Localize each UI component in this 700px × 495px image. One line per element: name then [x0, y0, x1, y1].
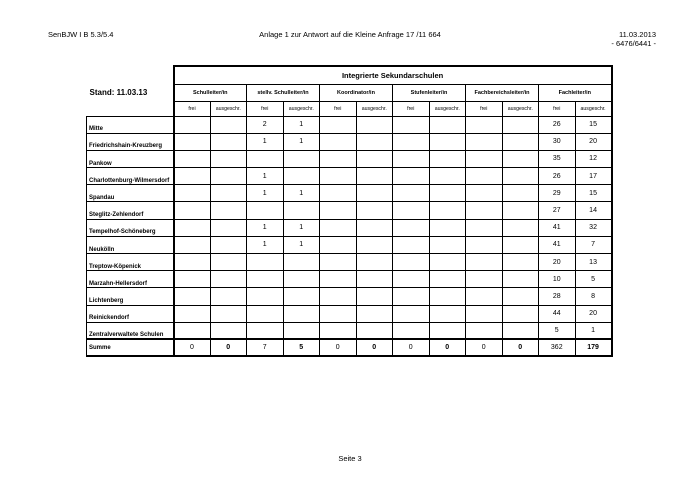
value-cell: 1 [283, 236, 320, 253]
district-label: Steglitz-Zehlendorf [87, 202, 174, 219]
value-cell [210, 305, 247, 322]
value-cell [466, 168, 503, 185]
value-cell [283, 305, 320, 322]
value-cell [356, 133, 393, 150]
value-cell [429, 305, 466, 322]
value-cell [466, 322, 503, 339]
value-cell [320, 150, 357, 167]
value-cell [429, 116, 466, 133]
table-row [87, 305, 612, 322]
value-cell [320, 133, 357, 150]
value-cell [174, 116, 211, 133]
value-cell [429, 219, 466, 236]
value-cell: 1 [283, 219, 320, 236]
group-header-fachbereichsleiter: Fachbereichsleiter/in [466, 84, 539, 101]
value-cell [393, 202, 430, 219]
value-cell [356, 116, 393, 133]
subheader-frei: frei [466, 101, 503, 116]
value-cell: 26 [539, 116, 576, 133]
value-cell: 1 [283, 185, 320, 202]
value-cell [356, 168, 393, 185]
district-label: Marzahn-Hellersdorf [87, 271, 174, 288]
value-cell: 29 [539, 185, 576, 202]
value-cell [356, 150, 393, 167]
value-cell [283, 202, 320, 219]
value-cell [502, 168, 539, 185]
value-cell [174, 236, 211, 253]
value-cell: 41 [539, 219, 576, 236]
value-cell [174, 322, 211, 339]
table-row [87, 185, 612, 202]
value-cell: 0 [356, 339, 393, 356]
value-cell [174, 271, 211, 288]
value-cell [429, 168, 466, 185]
value-cell [247, 254, 284, 271]
value-cell [210, 150, 247, 167]
value-cell [356, 236, 393, 253]
value-cell [283, 168, 320, 185]
value-cell [210, 271, 247, 288]
document-date: 11.03.2013 [619, 30, 656, 39]
group-header-fachleiter: Fachleiter/in [539, 84, 612, 101]
value-cell [466, 288, 503, 305]
value-cell [502, 133, 539, 150]
value-cell [466, 236, 503, 253]
value-cell: 41 [539, 236, 576, 253]
value-cell [320, 219, 357, 236]
value-cell: 1 [283, 116, 320, 133]
table-row [87, 254, 612, 271]
value-cell: 5 [539, 322, 576, 339]
value-cell [356, 254, 393, 271]
subheader-frei: frei [393, 101, 430, 116]
value-cell: 26 [539, 168, 576, 185]
subheader-ausgeschr: ausgeschr. [502, 101, 539, 116]
table-row [87, 322, 612, 339]
value-cell [393, 133, 430, 150]
value-cell [393, 305, 430, 322]
table-row [87, 219, 612, 236]
value-cell [210, 236, 247, 253]
district-label: Spandau [87, 185, 174, 202]
value-cell [429, 185, 466, 202]
value-cell: 28 [539, 288, 576, 305]
value-cell [393, 322, 430, 339]
sum-row [87, 339, 612, 356]
value-cell [210, 202, 247, 219]
value-cell [393, 236, 430, 253]
value-cell [247, 305, 284, 322]
value-cell [320, 116, 357, 133]
value-cell [466, 305, 503, 322]
value-cell [429, 150, 466, 167]
value-cell [393, 271, 430, 288]
value-cell [393, 185, 430, 202]
value-cell [502, 116, 539, 133]
district-label: Pankow [87, 150, 174, 167]
value-cell: 0 [466, 339, 503, 356]
value-cell: 10 [539, 271, 576, 288]
value-cell [356, 185, 393, 202]
value-cell: 1 [247, 236, 284, 253]
value-cell [502, 254, 539, 271]
value-cell [247, 322, 284, 339]
value-cell [174, 185, 211, 202]
value-cell: 12 [575, 150, 612, 167]
district-label: Charlottenburg-Wilmersdorf [87, 168, 174, 185]
value-cell [393, 150, 430, 167]
value-cell: 20 [575, 305, 612, 322]
department-code: SenBJW I B 5.3/5.4 [48, 30, 114, 39]
value-cell: 8 [575, 288, 612, 305]
value-cell [210, 288, 247, 305]
value-cell: 1 [575, 322, 612, 339]
value-cell [320, 236, 357, 253]
value-cell: 1 [247, 219, 284, 236]
value-cell [393, 219, 430, 236]
header-right-block [611, 30, 656, 48]
value-cell [356, 202, 393, 219]
group-header-koordinator: Koordinator/in [320, 84, 393, 101]
table-row [87, 236, 612, 253]
group-header-schulleiter: Schulleiter/in [174, 84, 247, 101]
table-row [87, 202, 612, 219]
subheader-ausgeschr: ausgeschr. [283, 101, 320, 116]
value-cell: 14 [575, 202, 612, 219]
value-cell [174, 219, 211, 236]
value-cell: 0 [502, 339, 539, 356]
value-cell: 0 [393, 339, 430, 356]
value-cell [502, 271, 539, 288]
district-label: Mitte [87, 116, 174, 133]
value-cell: 7 [575, 236, 612, 253]
value-cell: 362 [539, 339, 576, 356]
value-cell [174, 133, 211, 150]
value-cell [174, 150, 211, 167]
district-label: Lichtenberg [87, 288, 174, 305]
value-cell [283, 150, 320, 167]
value-cell [429, 288, 466, 305]
value-cell: 13 [575, 254, 612, 271]
value-cell [502, 288, 539, 305]
value-cell [502, 150, 539, 167]
value-cell [502, 202, 539, 219]
district-label: Friedrichshain-Kreuzberg [87, 133, 174, 150]
value-cell: 0 [320, 339, 357, 356]
value-cell [247, 202, 284, 219]
value-cell: 44 [539, 305, 576, 322]
value-cell: 1 [283, 133, 320, 150]
blank-corner [87, 66, 174, 84]
value-cell: 0 [429, 339, 466, 356]
subheader-frei: frei [320, 101, 357, 116]
value-cell [320, 185, 357, 202]
document-heading: Anlage 1 zur Antwort auf die Kleine Anfrage 17 /11 664 [259, 30, 441, 39]
value-cell [466, 254, 503, 271]
subheader-frei: frei [247, 101, 284, 116]
value-cell [356, 305, 393, 322]
table-row [87, 150, 612, 167]
value-cell [429, 236, 466, 253]
value-cell [356, 219, 393, 236]
value-cell [210, 254, 247, 271]
value-cell [502, 236, 539, 253]
value-cell: 15 [575, 116, 612, 133]
district-label: Tempelhof-Schöneberg [87, 219, 174, 236]
value-cell: 20 [539, 254, 576, 271]
value-cell [247, 150, 284, 167]
value-cell: 27 [539, 202, 576, 219]
value-cell [466, 116, 503, 133]
district-label: Treptow-Köpenick [87, 254, 174, 271]
blank-subheader-cell [87, 101, 174, 116]
value-cell [429, 271, 466, 288]
value-cell: 1 [247, 133, 284, 150]
subheader-ausgeschr: ausgeschr. [429, 101, 466, 116]
vacancy-table [86, 65, 613, 357]
value-cell [429, 322, 466, 339]
value-cell [429, 202, 466, 219]
value-cell: 1 [247, 185, 284, 202]
subheader-ausgeschr: ausgeschr. [575, 101, 612, 116]
value-cell: 32 [575, 219, 612, 236]
value-cell [210, 168, 247, 185]
value-cell [429, 133, 466, 150]
table-row [87, 271, 612, 288]
value-cell [466, 219, 503, 236]
value-cell [247, 271, 284, 288]
value-cell [393, 168, 430, 185]
value-cell [174, 305, 211, 322]
value-cell [502, 185, 539, 202]
value-cell: 5 [283, 339, 320, 356]
table-row [87, 288, 612, 305]
value-cell [210, 322, 247, 339]
value-cell [210, 185, 247, 202]
value-cell: 15 [575, 185, 612, 202]
value-cell: 7 [247, 339, 284, 356]
value-cell [502, 322, 539, 339]
group-header-stufenleiter: Stufenleiter/in [393, 84, 466, 101]
value-cell [393, 116, 430, 133]
value-cell [466, 150, 503, 167]
value-cell [466, 202, 503, 219]
value-cell [393, 288, 430, 305]
table-title: Integrierte Sekundarschulen [174, 66, 612, 84]
value-cell [283, 288, 320, 305]
value-cell [466, 185, 503, 202]
value-cell [466, 133, 503, 150]
table-row [87, 133, 612, 150]
value-cell [174, 254, 211, 271]
value-cell: 20 [575, 133, 612, 150]
value-cell [320, 305, 357, 322]
value-cell [320, 288, 357, 305]
value-cell [283, 271, 320, 288]
value-cell [210, 116, 247, 133]
value-cell [356, 288, 393, 305]
value-cell [247, 288, 284, 305]
value-cell [283, 254, 320, 271]
value-cell [429, 254, 466, 271]
value-cell: 17 [575, 168, 612, 185]
value-cell [356, 322, 393, 339]
reference-number: - 6476/6441 - [611, 39, 656, 48]
value-cell [174, 202, 211, 219]
subheader-frei: frei [174, 101, 211, 116]
group-header-stellv-schulleiter: stellv. Schulleiter/in [247, 84, 320, 101]
value-cell [320, 168, 357, 185]
value-cell [320, 322, 357, 339]
value-cell [210, 133, 247, 150]
subheader-ausgeschr: ausgeschr. [356, 101, 393, 116]
value-cell: 1 [247, 168, 284, 185]
value-cell [174, 168, 211, 185]
value-cell: 5 [575, 271, 612, 288]
value-cell [502, 219, 539, 236]
value-cell: 30 [539, 133, 576, 150]
value-cell: 179 [575, 339, 612, 356]
page-number: Seite 3 [338, 454, 362, 463]
value-cell [210, 219, 247, 236]
district-label: Zentralverwaltete Schulen [87, 322, 174, 339]
value-cell [320, 202, 357, 219]
table-row [87, 116, 612, 133]
value-cell [466, 271, 503, 288]
value-cell: 35 [539, 150, 576, 167]
value-cell [356, 271, 393, 288]
district-label: Reinickendorf [87, 305, 174, 322]
value-cell: 0 [210, 339, 247, 356]
table-row [87, 168, 612, 185]
value-cell [320, 271, 357, 288]
subheader-ausgeschr: ausgeschr. [210, 101, 247, 116]
subheader-frei: frei [539, 101, 576, 116]
stand-date: Stand: 11.03.13 [89, 88, 148, 97]
value-cell [320, 254, 357, 271]
value-cell [283, 322, 320, 339]
value-cell: 0 [174, 339, 211, 356]
sum-label: Summe [87, 339, 174, 356]
value-cell [393, 254, 430, 271]
value-cell: 2 [247, 116, 284, 133]
value-cell [174, 288, 211, 305]
value-cell [502, 305, 539, 322]
district-label: Neukölln [87, 236, 174, 253]
